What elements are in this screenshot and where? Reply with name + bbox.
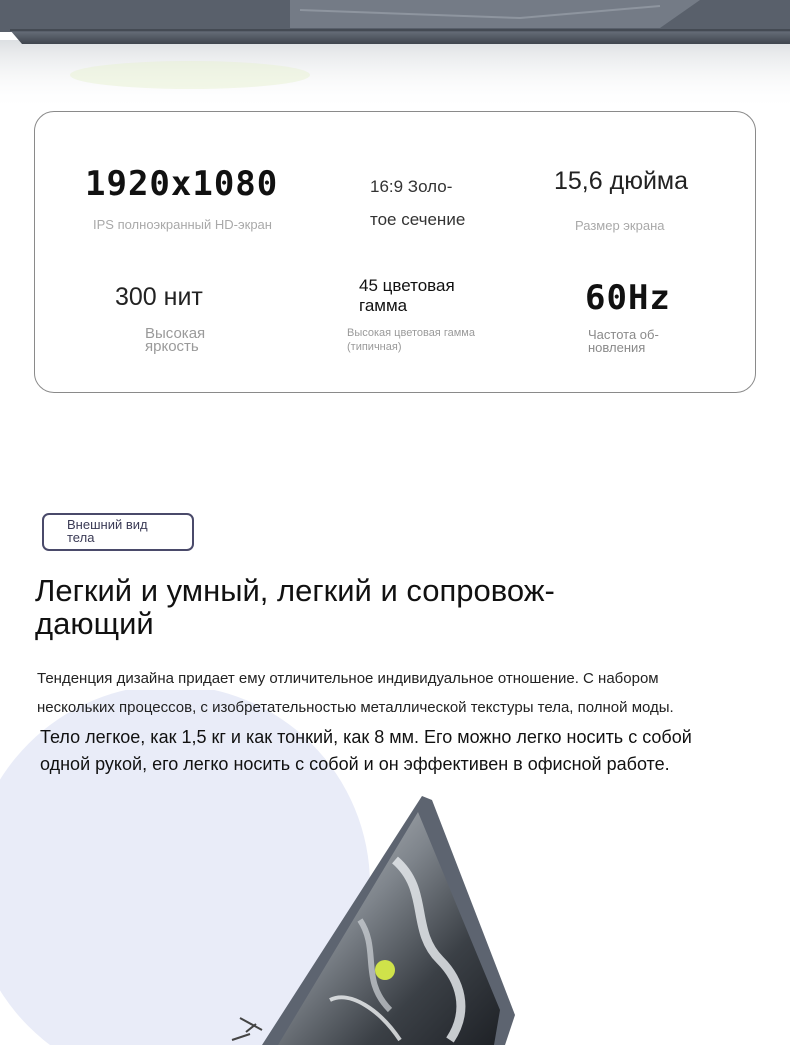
gamut-caption-line-2: (типичная) — [347, 341, 402, 353]
weight-description — [40, 724, 760, 778]
resolution-caption: IPS полноэкранный HD-экран — [93, 217, 272, 232]
aspect-line-2: тое сечение — [370, 210, 466, 229]
display-spec-card — [34, 111, 756, 393]
badge-line-1: Внешний вид — [67, 517, 148, 532]
desc-line-2: нескольких процессов, с изобретательностью металлической текстуры тела, полной моды. — [37, 699, 674, 716]
gamut-line-1: 45 цветовая — [359, 276, 455, 295]
headline-line-2: дающий — [35, 606, 154, 641]
brightness-caption-line-1: Высокая — [145, 325, 206, 342]
color-gamut-value — [359, 276, 455, 316]
screen-size-caption: Размер экрана — [575, 218, 665, 233]
screen-size-value: 15,6 дюйма — [554, 167, 688, 195]
refresh-caption-line-1: Частота об- — [588, 327, 659, 342]
aspect-line-1: 16:9 Золо- — [370, 177, 453, 196]
section-badge — [42, 513, 194, 551]
brightness-caption-line-2: яркость — [145, 338, 199, 355]
gamut-caption-line-1: Высокая цветовая гамма — [347, 327, 475, 339]
design-description — [37, 664, 757, 722]
gamut-line-2: гамма — [359, 296, 408, 315]
resolution-value: 1920x1080 — [85, 164, 279, 204]
color-gamut-caption — [347, 326, 475, 354]
laptop-bottom-edge-image — [0, 0, 790, 110]
refresh-caption-line-2: новления — [588, 340, 646, 355]
desc-line-1: Тенденция дизайна придает ему отличительное индивидуальное отношение. С набором — [37, 670, 659, 687]
section-headline — [35, 574, 755, 640]
refresh-rate-caption — [588, 328, 659, 354]
headline-line-1: Легкий и умный, легкий и сопровож- — [35, 573, 555, 608]
badge-line-2: тела — [67, 530, 95, 545]
aspect-ratio-text — [370, 170, 465, 236]
refresh-rate-value: 60Hz — [585, 278, 671, 318]
brightness-caption — [145, 327, 205, 353]
brightness-value: 300 нит — [115, 283, 203, 311]
desc2-line-2: одной рукой, его легко носить с собой и он эффективен в офисной работе. — [40, 754, 670, 774]
desc2-line-1: Тело легкое, как 1,5 кг и как тонкий, как 8 мм. Его можно легко носить с собой — [40, 727, 692, 747]
